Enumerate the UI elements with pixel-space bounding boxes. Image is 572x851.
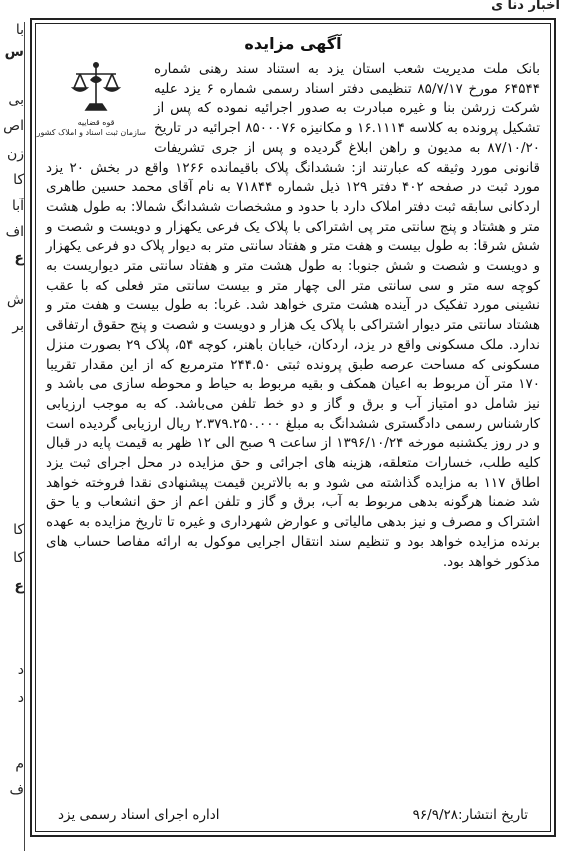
logo-caption-judiciary: قوه قضاییه bbox=[77, 118, 115, 127]
adjacent-column-fragment: اص bbox=[3, 118, 24, 134]
judiciary-logo bbox=[36, 60, 146, 144]
adjacent-column-fragment: ف bbox=[9, 782, 24, 798]
adjacent-column-fragment: اف bbox=[5, 224, 24, 240]
notice-body bbox=[36, 60, 541, 572]
adjacent-column-fragment: زن bbox=[6, 146, 24, 162]
adjacent-column-fragment: بر bbox=[12, 318, 24, 334]
notice-text: بانک ملت مدیریت شعب استان یزد به استناد سند رهنی شماره ۶۴۵۴۴ مورخ ۸۵/۷/۱۷ تنظیمی دفتر اسناد رسمی شماره ۶ یزد علیه شرکت زرشن بنا و غیره مبادرت به صدور اجرائیه نموده که پس از تشکیل پرونده به کلاسه ۱۶.۱۱۱۴ و مکانیزه ۸۵۰۰۰۷۶ اجرائیه در تاریخ ۸۷/۱۰/۲۰ به مدیون و راهن ابلاغ گردیده و پس از جری تشریفات قانونی مورد وثیقه که عبارتند از: ششدانگ پلاک باقیمانده ۱۲۶۶ واقع در بخش ۲۰ یزد مورد ثبت در صفحه ۴۰۲ دفتر ۱۲۹ ذیل شماره ۷۱۸۴۴ به نام آقای محمد حسین طاهری اردکانی سابقه ثبت دفتر املاک دارد با حدود و مشخصات ششدانگ شمالا: به طول هشت متر و هشتاد و پنج سانتی متر پی اشتراکی با پلاک یک فرعی یکهزار و دویست و شصت و شش شرقا: به طول بیست و هفت متر و هفتاد سانتی متر به دیوار پلاک دو فرعی یکهزار و دویست و شصت و شش جنوبا: به طول هشت متر و هفتاد سانتی متر دیواریست به کوچه سه متر و سی سانتی متر الی چهار متر و بیست سانتی متر فعلی که با عقب نشینی مورد تفکیک در آینده هشت متری خواهد شد. غربا: به طول بیست و هفت متر و هشتاد سانتی متر دیوار اشتراکی با پلاک یک هزار و دویست و شصت و پنج حقوق ارتفاقی ندارد. ملک مسکونی واقع در یزد، اردکان، خیابان باهنر، کوچه ۵۴، پلاک ۲۹ بصورت منزل مسکونی که مساحت عرصه طبق پرونده ثبتی ۲۴۴.۵۰ مترمربع که از این مقدار تقریبا ۱۷۰ متر آن مربوط به اعیان همکف و بقیه مربوط به حیاط و محوطه سازی می باشد و نیز شامل دو امتیاز آب و برق و گاز و دو خط تلفن می‌باشد. که به موجب ارزیابی کارشناس رسمی دادگستری ششدانگ به مبلغ ۲.۳۷۹.۲۵۰.۰۰۰ ریال ارزیابی گردیده است و در روز یکشنبه مورخه ۱۳۹۶/۱۰/۲۴ از ساعت ۹ صبح الی ۱۲ ظهر به قیمت پایه در قبال کلیه طلب، خسارات متعلقه، هزینه های اجرائی و حق مزایده در محل اجرای ثبت یزد اطاق ۱۱۷ به مزایده گذاشته می شود و به بالاترین قیمت پیشنهادی نقدا فروخته خواهد شد ضمنا هرگونه بدهی مربوط به آب، برق و گاز و تلفن اعم از حق انشعاب و یا حق اشتراک و مصرف و نیز بدهی مالیاتی و عوارض شهرداری و غیره تا تاریخ مزایده به عهده برنده مزایده خواهد بود و تنظیم سند انتقال اجرایی موکول به ارائه مفاصا حساب های مذکور خواهد بود. bbox=[46, 61, 541, 570]
adjacent-column-fragment: بی bbox=[8, 92, 24, 108]
previous-ad-fragment: اخبار دنا ی bbox=[491, 0, 560, 13]
adjacent-column-fragment: ع bbox=[14, 578, 24, 594]
auction-notice bbox=[30, 18, 556, 837]
adjacent-column-fragment: د bbox=[17, 690, 24, 706]
adjacent-column-fragment: س bbox=[4, 44, 24, 60]
issuing-office: اداره اجرای اسناد رسمی یزد bbox=[58, 807, 220, 823]
adjacent-column-fragment: م bbox=[15, 756, 24, 772]
adjacent-column bbox=[0, 22, 25, 851]
notice-footer bbox=[58, 805, 528, 825]
adjacent-column-fragment: با bbox=[15, 22, 24, 38]
logo-caption-registration-org: سازمان ثبت اسناد و املاک کشور bbox=[36, 128, 146, 137]
adjacent-column-fragment: کا bbox=[13, 522, 24, 538]
adjacent-column-fragment: د bbox=[17, 662, 24, 678]
adjacent-column-fragment: ع bbox=[14, 250, 24, 266]
adjacent-column-fragment: کا bbox=[13, 172, 24, 188]
adjacent-column-fragment: ش bbox=[6, 292, 24, 308]
adjacent-column-fragment: آبا bbox=[11, 198, 24, 214]
notice-title: آگهی مزایده bbox=[244, 34, 342, 53]
adjacent-column-fragment: کا bbox=[13, 550, 24, 566]
notice-inner-frame bbox=[35, 23, 551, 832]
publish-date: تاریخ انتشار:۹۶/۹/۲۸ bbox=[412, 807, 528, 823]
scales-of-justice-icon bbox=[68, 60, 124, 118]
